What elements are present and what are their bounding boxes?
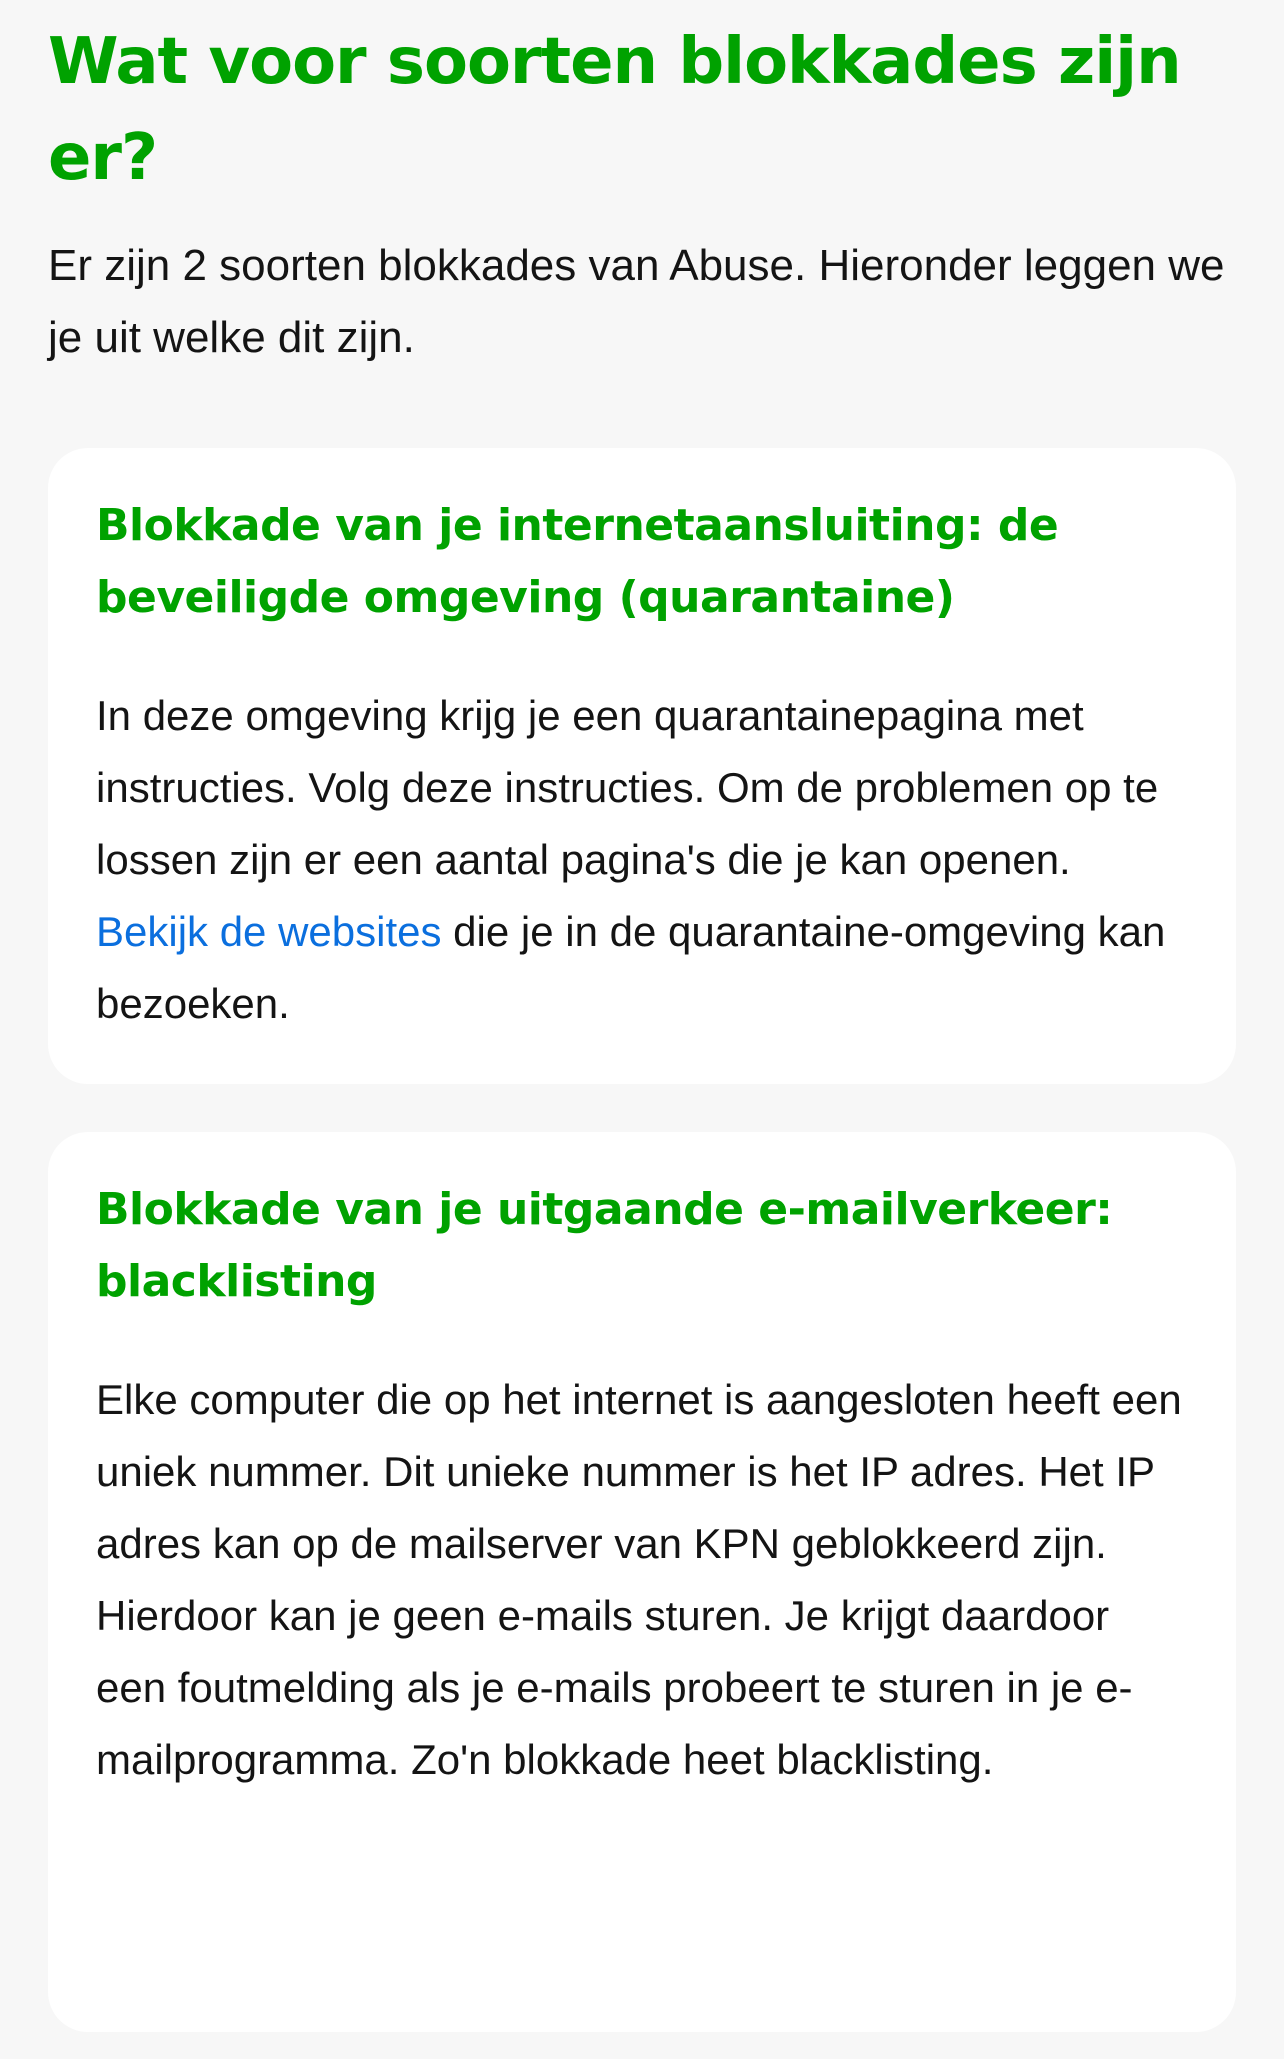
page-title: Wat voor soorten blokkades zijn er? (48, 25, 1181, 195)
card-body-blacklisting: Elke computer die op het internet is aangesloten heeft een uniek nummer. Dit unieke nummer is het IP adres. Het IP adres kan op de mailserver van KPN geblokkeerd zijn. Hierdoor kan je geen e-mails sturen. Je krijgt daardoor een foutmelding als je e-mails probeert te sturen in je e-mailprogramma. Zo'n blokkade heet blacklisting. (96, 1376, 1182, 1783)
bekijk-websites-link[interactable]: Bekijk de websites (96, 908, 442, 955)
card-blacklisting (48, 1132, 1236, 2032)
card-body-quarantaine (96, 680, 1188, 1040)
card-title-quarantaine: Blokkade van je internetaansluiting: de beveiligde omgeving (quarantaine) (96, 500, 1059, 623)
card-body-text-after-link: die je in de quarantaine-omgeving kan bezoeken. (96, 908, 1166, 1027)
card-title-blacklisting: Blokkade van je uitgaande e-mailverkeer: blacklisting (96, 1184, 1113, 1307)
card-quarantaine (48, 448, 1236, 1084)
intro-text: Er zijn 2 soorten blokkades van Abuse. Hieronder leggen we je uit welke dit zijn. (48, 241, 1225, 362)
card-body-text-before-link: In deze omgeving krijg je een quarantainepagina met instructies. Volg deze instructies. Om de problemen op te lossen zijn er een aantal pagina's die je kan openen. (96, 692, 1159, 883)
